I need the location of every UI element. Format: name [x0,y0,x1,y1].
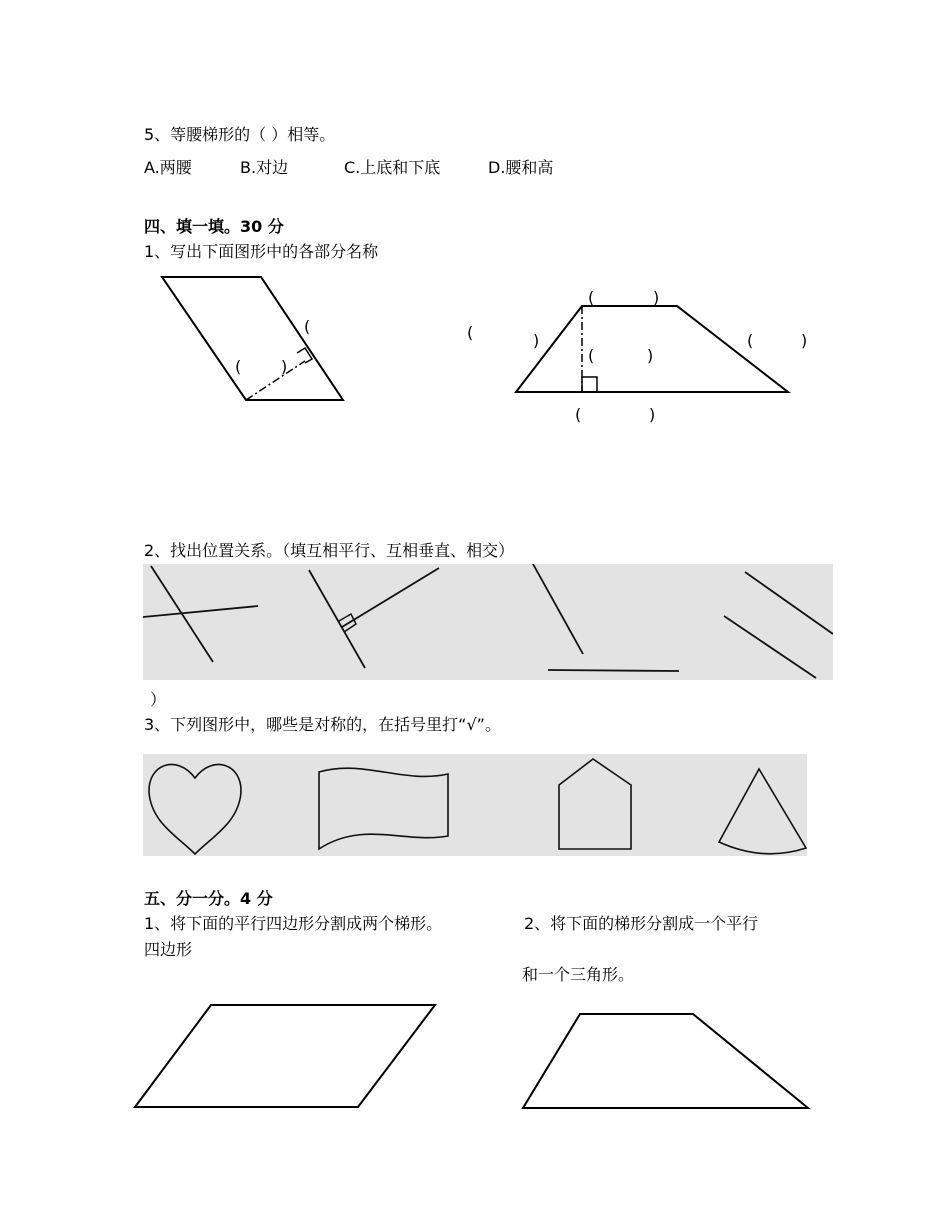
blank-paren-open: ( [235,357,242,376]
parallelogram-outline [135,1005,435,1107]
blank-paren-open: ( [304,317,311,336]
section-4-question-1: 1、写出下面图形中的各部分名称 [144,242,379,261]
q5-stem: 5、等腰梯形的（ ）相等。 [144,125,336,144]
symmetry-shapes-figure [143,754,807,856]
blank-paren-close: ) [649,405,656,424]
q5-option-c: C.上底和下底 [344,158,441,177]
blank-paren-open: ( [575,405,582,424]
q5-option-d: D.腰和高 [488,158,554,177]
blank-paren-open: ( [467,323,474,342]
blank-paren-close: ) [281,357,288,376]
blank-paren-close: ) [801,331,808,350]
q5-option-a: A.两腰 [144,158,192,177]
section-4-question-2: 2、找出位置关系。（填互相平行、互相垂直、相交） [144,541,515,560]
answer-paren-close: ） [150,690,167,709]
parallelogram-figure [150,270,350,410]
section-4-heading: 四、填一填。30 分 [144,217,284,236]
blank-paren-close: ) [533,331,540,350]
trapezoid-figure [460,285,820,430]
blank-paren-open: ( [588,346,595,365]
blank-paren-open: ( [747,331,754,350]
section-4-question-3: 3、下列图形中，哪些是对称的，在括号里打“√”。 [144,715,501,734]
height-line [246,361,305,400]
line-relations-figure [143,564,833,680]
blank-paren-close: ) [647,346,654,365]
section-5-question-2-continued: 和一个三角形。 [522,965,635,984]
parallelogram-outline [162,277,343,400]
blank-paren-close: ) [653,288,660,307]
right-angle-mark [582,377,597,392]
scanned-background [143,564,833,680]
section-5-question-1-continued: 四边形 [144,940,193,959]
section-5-question-2: 2、将下面的梯形分割成一个平行 [524,914,759,933]
section-5-heading: 五、分一分。4 分 [144,889,273,908]
q5-option-b: B.对边 [240,158,289,177]
section-5-question-1: 1、将下面的平行四边形分割成两个梯形。 [144,914,443,933]
trapezoid-to-divide-figure [521,1011,811,1111]
intersecting-line-d [548,670,679,671]
scanned-background [143,754,807,856]
blank-paren-open: ( [588,288,595,307]
trapezoid-outline [523,1014,808,1108]
parallelogram-to-divide-figure [133,1003,439,1111]
